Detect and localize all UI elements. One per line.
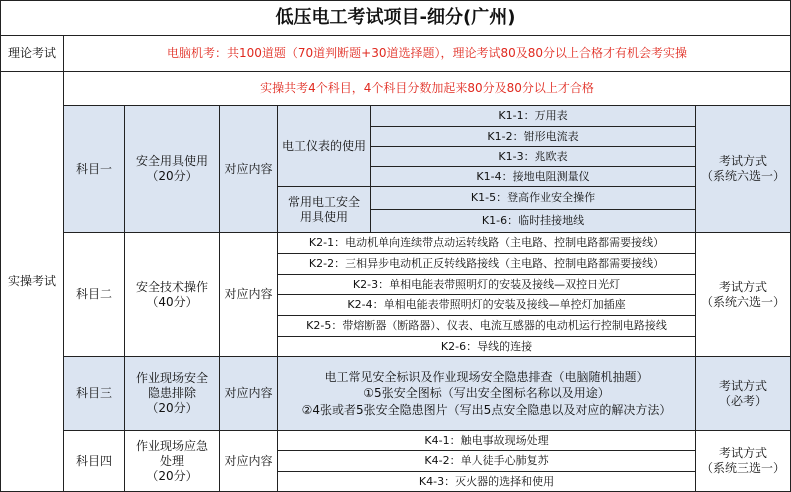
subject-3-content [277,356,696,431]
subject-4-exam [695,430,791,492]
subject-2-item: K2-6：导线的连接 [277,336,696,357]
subject-1-title-text: 安全用具使用 [135,154,208,168]
subject-4-title [124,430,220,492]
subject-1-item: K1-1：万用表 [370,105,696,127]
subject-3-name: 科目三 [63,356,125,431]
subject-4-item: K4-2：单人徒手心肺复苏 [277,450,696,472]
theory-description: 电脑机考：共100道题（70道判断题+30道选择题），理论考试80及80分以上合格才有机会考实操 [63,35,791,72]
subject-1-group-safety: 常用电工安全用具使用 [277,186,371,233]
subject-1-item: K1-2：钳形电流表 [370,126,696,147]
subject-3-line: 电工常见安全标识及作业现场安全隐患排查（电脑随机抽题） [324,370,649,385]
subject-2-score: （40分） [146,294,198,309]
subject-1-title [124,105,220,233]
subject-2-exam-label: 考试方式 [718,279,767,294]
subject-3-exam [695,356,791,431]
subject-1-score: （20分） [146,169,198,183]
subject-4-title-text: 作业现场应急处理 [135,438,208,468]
subject-2-item: K2-1：电动机单向连续带点动运转线路（主电路、控制电路都需要接线） [277,232,696,254]
table-title: 低压电工考试项目-细分(广州) [0,0,791,36]
subject-1-item: K1-6：临时挂接地线 [370,209,696,233]
subject-3-title [124,356,220,431]
practice-label: 实操考试 [0,71,64,492]
subject-1-exam-note: （系统六选一） [700,169,785,183]
subject-3-exam-note: （必考） [718,393,767,408]
practice-header: 实操共考4个科目，4个科目分数加起来80分及80分以上才合格 [63,71,791,106]
subject-2-name: 科目二 [63,232,125,357]
subject-4-item: K4-1：触电事故现场处理 [277,430,696,451]
subject-3-line: ②4张或者5张安全隐患图片（写出5点安全隐患以及对应的解决方法） [301,402,672,417]
theory-label: 理论考试 [0,35,64,72]
subject-1-name: 科目一 [63,105,125,233]
subject-1-item: K1-3：兆欧表 [370,146,696,167]
subject-3-corr: 对应内容 [219,356,278,431]
subject-2-corr: 对应内容 [219,232,278,357]
subject-4-exam-note: （系统三选一） [700,461,785,475]
subject-1-corr: 对应内容 [219,105,278,233]
subject-4-corr: 对应内容 [219,430,278,492]
subject-2-item: K2-2：三相异步电动机正反转线路接线（主电路、控制电路都需要接线） [277,253,696,275]
subject-2-title [124,232,220,357]
subject-3-title-text: 作业现场安全隐患排除 [135,371,208,400]
subject-1-exam [695,105,791,233]
subject-2-title-text: 安全技术操作 [135,279,208,294]
subject-3-line: ①5张安全图标（写出安全图标名称以及用途） [363,386,610,401]
subject-1-item: K1-5：登高作业安全操作 [370,186,696,210]
subject-4-item: K4-3：灭火器的选择和使用 [277,471,696,492]
subject-4-exam-label: 考试方式 [718,446,767,460]
subject-3-exam-label: 考试方式 [718,378,767,393]
subject-2-exam-note: （系统六选一） [700,294,785,309]
subject-2-item: K2-5：带熔断器（断路器）、仪表、电流互感器的电动机运行控制电路接线 [277,315,696,337]
subject-1-exam-label: 考试方式 [718,154,767,168]
subject-4-score: （20分） [146,468,198,483]
subject-2-item: K2-3：单相电能表带照明灯的安装及接线—双控日光灯 [277,274,696,295]
subject-4-name: 科目四 [63,430,125,492]
subject-1-group-meters: 电工仪表的使用 [277,105,371,187]
subject-2-exam [695,232,791,357]
subject-1-item: K1-4：接地电阻测量仪 [370,166,696,187]
subject-3-score: （20分） [146,401,198,415]
subject-2-item: K2-4：单相电能表带照明灯的安装及接线—单控灯加插座 [277,294,696,316]
